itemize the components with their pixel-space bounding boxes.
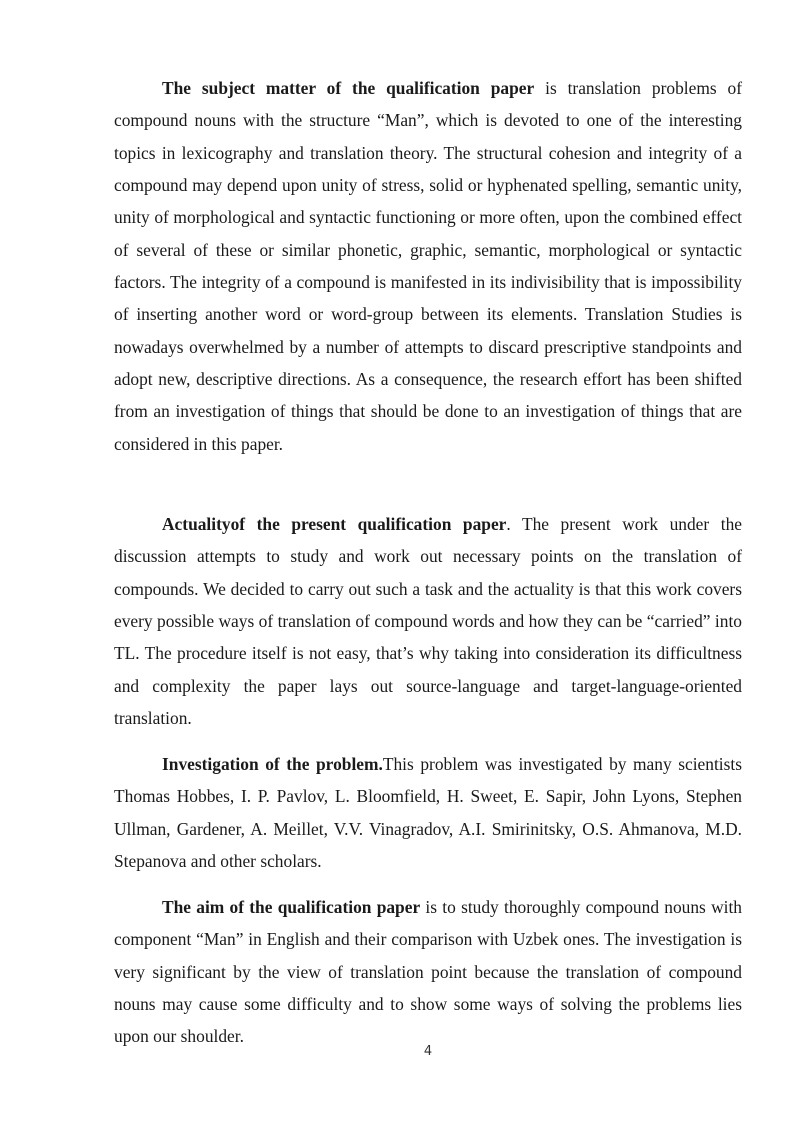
paragraph-body: is translation problems of compound nouns with the structure “Man”, which is devoted to one of the interesting topics in lexicography and translation theory. The structural cohesion and integrity of a compound may depend upon unity of stress, solid or hyphenated spelling, semantic unity, unity of morphological and syntactic functioning or more often, upon the combined effect of several of these or similar phonetic, graphic, semantic, morphological or syntactic factors. The integrity of a compound is manifested in its indivisibility that is impossibility of inserting another word or word-group between its elements. Translation Studies is nowadays overwhelmed by a number of attempts to discard prescriptive standpoints and adopt new, descriptive directions. As a consequence, the research effort has been shifted from an investigation of things that should be done to an investigation of things that are considered in this paper.	[114, 78, 742, 454]
paragraph-body: . The present work under the discussion attempts to study and work out necessary points on the translation of compounds. We decided to carry out such a task and the actuality is that this work covers every possible ways of translation of compound words and how they can be “carried” into TL. The procedure itself is not easy, that’s why taking into consideration its difficultness and complexity the paper lays out source-language and target-language-oriented translation.	[114, 514, 742, 729]
paragraph-aim	[114, 891, 742, 1053]
paragraph-heading: Actualityof the present qualification paper	[162, 514, 507, 534]
paragraph-body: is to study thoroughly compound nouns with component “Man” in English and their comparison with Uzbek ones. The investigation is very significant by the view of translation point because the translation of compound nouns may cause some difficulty and to show some ways of solving the problems lies upon our shoulder.	[114, 897, 742, 1047]
paragraph-subject-matter	[114, 72, 742, 460]
paragraph-body: This problem was investigated by many scientists Thomas Hobbes, I. P. Pavlov, L. Bloomfield, H. Sweet, E. Sapir, John Lyons, Stephen Ullman, Gardener, A. Meillet, V.V. Vinagradov, A.I. Smirinitsky, O.S. Ahmanova, M.D. Stepanova and other scholars.	[114, 754, 743, 872]
page-number: 4	[423, 1044, 433, 1059]
paragraph-heading: The subject matter of the qualification paper	[162, 78, 535, 98]
paragraph-actuality	[114, 508, 742, 734]
paragraph-investigation	[114, 748, 742, 877]
paragraph-heading: Investigation of the problem.	[162, 754, 383, 774]
paragraph-heading: The aim of the qualification paper	[162, 897, 421, 917]
